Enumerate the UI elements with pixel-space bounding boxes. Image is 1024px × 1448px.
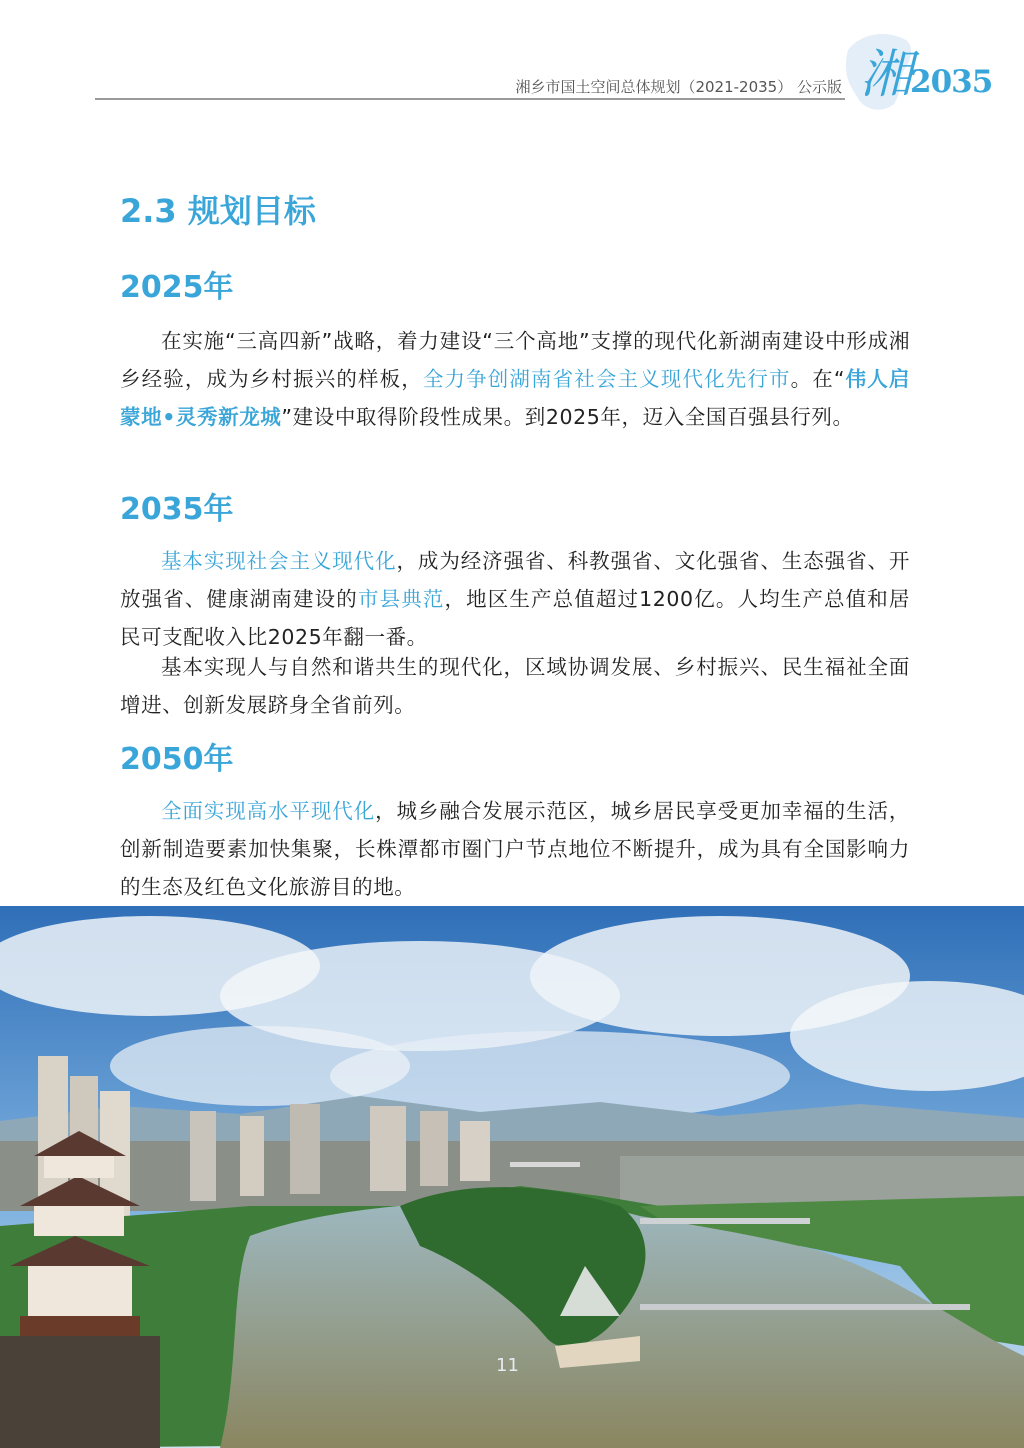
text-run: ，成为经济强省、科教强省、文化强省、生态强省、开放强省、健康湖南建设的 [120,549,910,611]
goal-2050-paragraph [120,792,910,906]
logo-year: 2035 [910,64,993,100]
highlight-modernization: 基本实现社会主义现代化 [161,549,397,573]
text-run: ，城乡融合发展示范区，城乡居民享受更加幸福的生活，创新制造要素加快集聚，长株潭都市圈门户节点地位不断提升，成为具有全国影响力的生态及红色文化旅游目的地。 [120,799,911,899]
goal-2035-paragraph-1 [120,542,910,656]
text-run: ，地区生产总值超过1200亿。人均生产总值和居民可支配收入比2025年翻一番。 [120,587,910,649]
year-heading-2025: 2025年 [120,270,234,305]
highlight-pilot-city: 全力争创湖南省社会主义现代化先行市 [422,367,791,391]
header-divider [95,98,845,100]
logo-script-char: 湘 [860,45,913,105]
text-run: 。在“ [790,367,846,391]
highlight-model-county: 市县典范 [357,587,445,611]
year-heading-2035: 2035年 [120,492,234,527]
highlight-high-level-modernization: 全面实现高水平现代化 [161,799,376,823]
goal-2025-paragraph [120,322,910,436]
page-number: 11 [496,1355,519,1376]
section-title: 2.3 规划目标 [120,192,316,230]
text-run: 在实施“三高四新”战略，着力建设“三个高地”支撑的现代化新湖南建设中形成湘乡经验，成为乡村振兴的样板， [120,329,910,391]
document-header-title: 湘乡市国土空间总体规划（2021-2035） 公示版 [515,78,842,96]
year-heading-2050: 2050年 [120,742,234,777]
highlight-slogan: 伟人启蒙地•灵秀新龙城 [120,367,911,429]
goal-2035-paragraph-2: 基本实现人与自然和谐共生的现代化，区域协调发展、乡村振兴、民生福祉全面增进、创新发展跻身全省前列。 [120,655,910,717]
text-run: ”建设中取得阶段性成果。到2025年，迈入全国百强县行列。 [281,405,854,429]
